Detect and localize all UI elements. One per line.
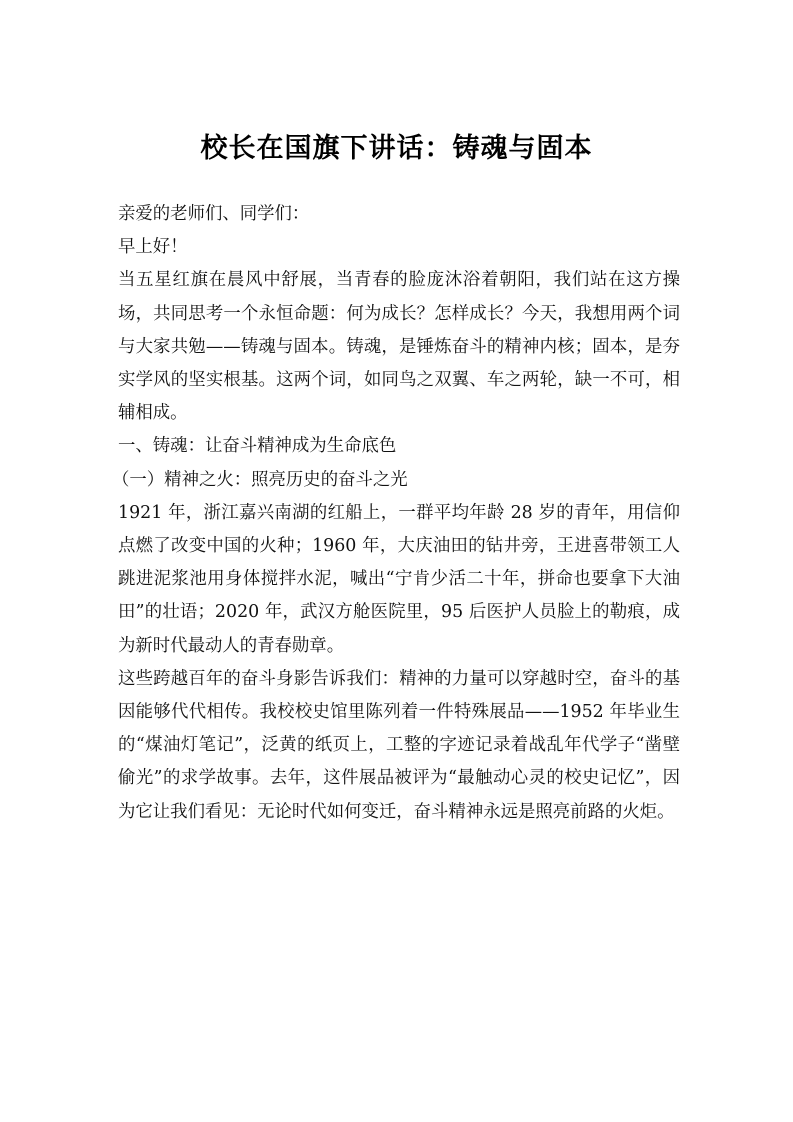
section-heading-1: 一、铸魂：让奋斗精神成为生命底色 [118, 436, 397, 457]
intro-paragraph: 当五星红旗在晨风中舒展，当青春的脸庞沐浴着朝阳，我们站在这方操场，共同思考一个永恒命题：何为成长？怎样成长？今天，我想用两个词与大家共勉——铸魂与固本。铸魂，是锤炼奋斗的精神内核；固本，是夯实学风的坚实根基。这两个词，如同鸟之双翼、车之两轮，缺一不可，相辅相成。 [118, 270, 680, 424]
greeting: 早上好！ [118, 237, 188, 258]
document-body [112, 198, 680, 829]
document-title: 校长在国旗下讲话：铸魂与固本 [200, 133, 593, 164]
history-paragraph: 1921 年，浙江嘉兴南湖的红船上，一群平均年龄 28 岁的青年，用信仰点燃了改变中国的火种；1960 年，大庆油田的钻井旁，王进喜带领工人跳进泥浆池用身体搅拌水泥，喊出“宁肯少活二十年，拼命也要拿下大油田”的壮语；2020 年，武汉方舱医院里，95 后医护人员脸上的勒痕，成为新时代最动人的青春勋章。 [118, 502, 680, 656]
subsection-heading-1-1: （一）精神之火：照亮历史的奋斗之光 [112, 469, 408, 490]
school-history-paragraph: 这些跨越百年的奋斗身影告诉我们：精神的力量可以穿越时空，奋斗的基因能够代代相传。我校校史馆里陈列着一件特殊展品——1952 年毕业生的“煤油灯笔记”，泛黄的纸页上，工整的字迹记录着战乱年代学子“凿壁偷光”的求学故事。去年，这件展品被评为“最触动心灵的校史记忆”，因为它让我们看见：无论时代如何变迁，奋斗精神永远是照亮前路的火炬。 [118, 668, 680, 822]
salutation: 亲爱的老师们、同学们： [118, 204, 310, 224]
